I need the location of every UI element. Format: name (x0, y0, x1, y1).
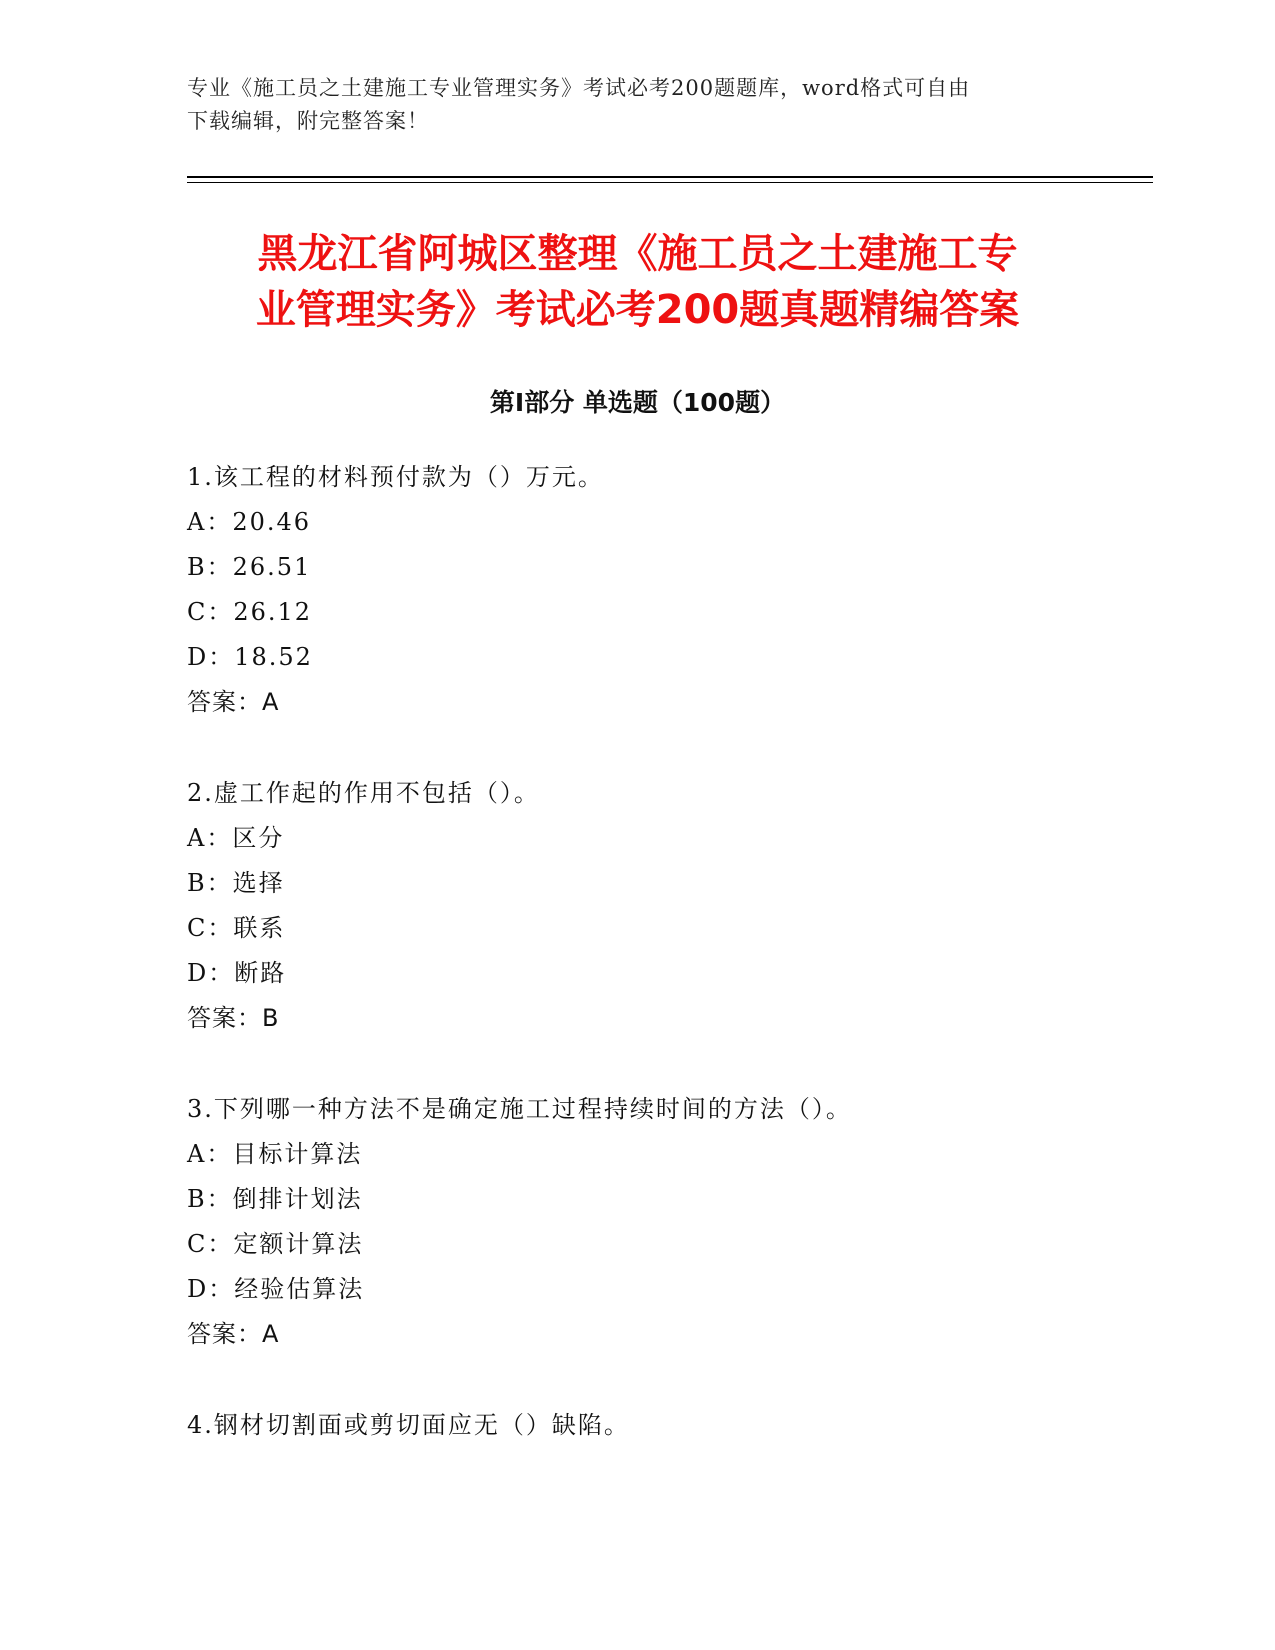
header-note-line-2: 下载编辑，附完整答案！ (187, 109, 429, 133)
question-block (187, 1403, 1137, 1448)
header-divider-thick (187, 176, 1153, 178)
question-text: 4.钢材切割面或剪切面应无（）缺陷。 (187, 1411, 630, 1439)
question-block (187, 1087, 1137, 1357)
question-block (187, 455, 1137, 725)
option-c: C：26.12 (187, 598, 313, 626)
option-c: C：联系 (187, 914, 286, 942)
option-a: A：区分 (187, 824, 285, 852)
section-heading: 第Ⅰ部分 单选题（100题） (489, 388, 786, 417)
header-note (187, 72, 1087, 138)
option-d: D：经验估算法 (187, 1275, 365, 1303)
option-d: D：18.52 (187, 643, 313, 671)
question-text: 3.下列哪一种方法不是确定施工过程持续时间的方法（）。 (187, 1095, 852, 1123)
option-b: B：选择 (187, 869, 285, 897)
document-title-line-1: 黑龙江省阿城区整理《施工员之土建施工专 (257, 231, 1018, 277)
option-a: A：目标计算法 (187, 1140, 363, 1168)
answer-text: 答案：B (187, 1004, 280, 1032)
header-divider-thin (187, 182, 1153, 183)
option-b: B：倒排计划法 (187, 1185, 363, 1213)
document-title-line-2: 业管理实务》考试必考200题真题精编答案 (255, 287, 1020, 333)
answer-text: 答案：A (187, 1320, 280, 1348)
question-block (187, 771, 1137, 1041)
question-text: 2.虚工作起的作用不包括（）。 (187, 779, 540, 807)
option-d: D：断路 (187, 959, 287, 987)
option-b: B：26.51 (187, 553, 312, 581)
question-text: 1.该工程的材料预付款为（）万元。 (187, 463, 604, 491)
option-a: A：20.46 (187, 508, 312, 536)
answer-text: 答案：A (187, 688, 280, 716)
option-c: C：定额计算法 (187, 1230, 364, 1258)
header-note-line-1: 专业《施工员之土建施工专业管理实务》考试必考200题题库，word格式可自由 (187, 76, 971, 100)
document-title (150, 226, 1125, 338)
